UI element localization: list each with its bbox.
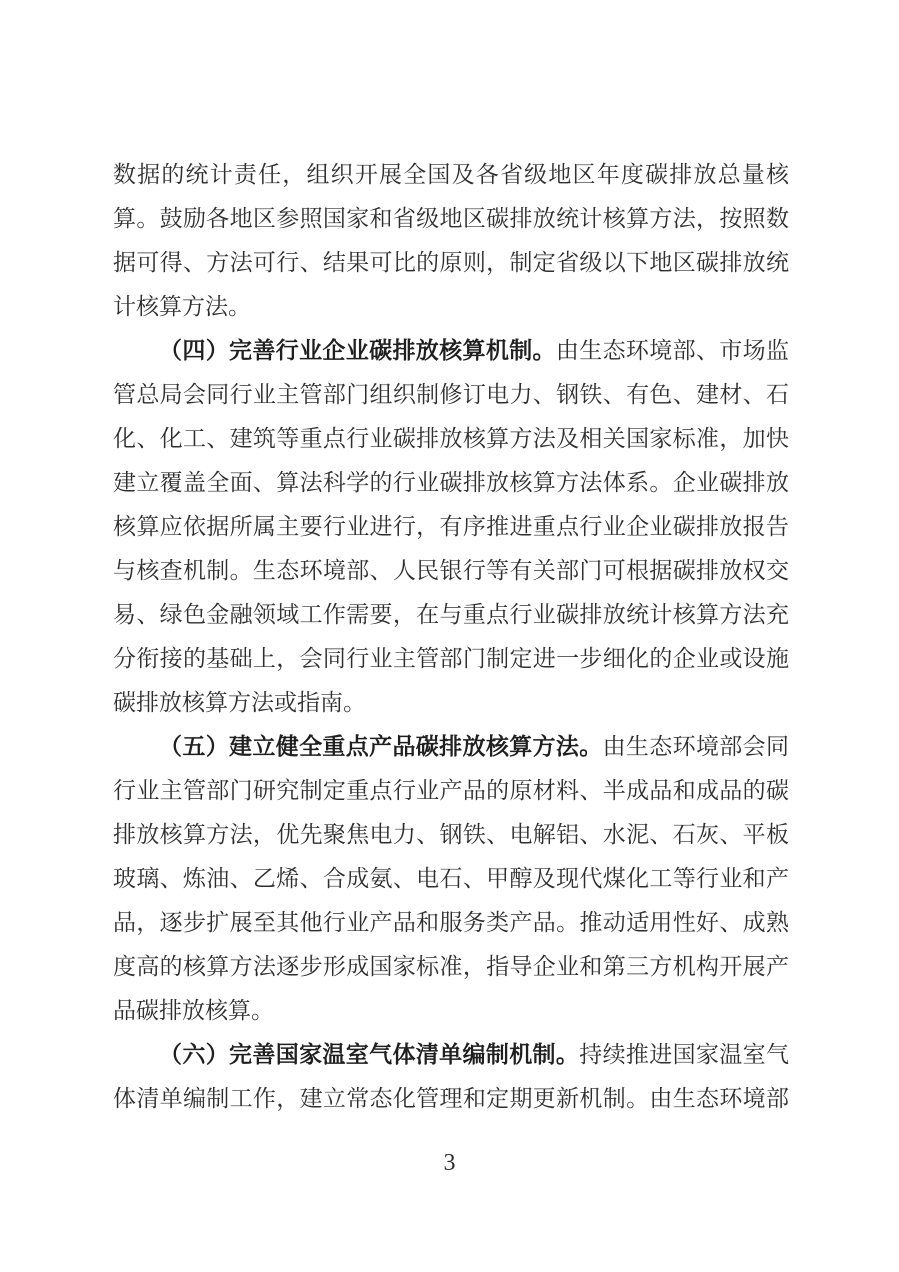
paragraph-item-4-line-2: 管总局会同行业主管部门组织制修订电力、钢铁、有色、建材、石 [113,382,789,407]
paragraph-item-6-line-1: （六）完善国家温室气体清单编制机制。持续推进国家温室气 [159,1042,790,1067]
paragraph-item-4-line-1: （四）完善行业企业碳排放核算机制。由生态环境部、市场监 [159,338,790,363]
paragraph-item-4-line-7: 易、绿色金融领域工作需要，在与重点行业碳排放统计核算方法充 [113,602,789,627]
page-number: 3 [443,1150,456,1176]
paragraph-item-5-heading: （五）建立健全重点产品碳排放核算方法。 [159,734,603,759]
paragraph-item-6-heading: （六）完善国家温室气体清单编制机制。 [159,1042,580,1067]
paragraph-item-5-line-4: 玻璃、炼油、乙烯、合成氨、电石、甲醇及现代煤化工等行业和产 [113,866,789,891]
paragraph-item-5-line-6: 度高的核算方法逐步形成国家标准，指导企业和第三方机构开展产 [113,954,789,979]
paragraph-item-5-line-5: 品，逐步扩展至其他行业产品和服务类产品。推动适用性好、成熟 [113,910,789,935]
paragraph-item-5-line-2: 行业主管部门研究制定重点行业产品的原材料、半成品和成品的碳 [113,778,789,803]
paragraph-item-4-line-8: 分衔接的基础上，会同行业主管部门制定进一步细化的企业或设施 [113,646,789,671]
paragraph-item-5-line-7: 品碳排放核算。 [113,998,274,1023]
paragraph-item-5-line-3: 排放核算方法，优先聚焦电力、钢铁、电解铝、水泥、石灰、平板 [113,822,789,847]
paragraph-continuation-line-1: 数据的统计责任，组织开展全国及各省级地区年度碳排放总量核 [113,162,789,187]
paragraph-item-4-line-3: 化、化工、建筑等重点行业碳排放核算方法及相关国家标准，加快 [113,426,789,451]
paragraph-item-4-heading: （四）完善行业企业碳排放核算机制。 [159,338,556,363]
paragraph-item-4-line-6: 与核查机制。生态环境部、人民银行等有关部门可根据碳排放权交 [113,558,789,583]
paragraph-item-4-line-4: 建立覆盖全面、算法科学的行业碳排放核算方法体系。企业碳排放 [113,470,789,495]
text-block [113,153,789,1121]
paragraph-continuation-line-2: 算。鼓励各地区参照国家和省级地区碳排放统计核算方法，按照数 [113,206,789,231]
paragraph-item-6-line-2: 体清单编制工作，建立常态化管理和定期更新机制。由生态环境部 [113,1086,789,1111]
paragraph-item-5-line-1: （五）建立健全重点产品碳排放核算方法。由生态环境部会同 [159,734,790,759]
paragraph-item-4-line-5: 核算应依据所属主要行业进行，有序推进重点行业企业碳排放报告 [113,514,789,539]
paragraph-continuation-line-4: 计核算方法。 [113,294,251,319]
paragraph-continuation-line-3: 据可得、方法可行、结果可比的原则，制定省级以下地区碳排放统 [113,250,789,275]
paragraph-item-4-line-9: 碳排放核算方法或指南。 [113,690,366,715]
